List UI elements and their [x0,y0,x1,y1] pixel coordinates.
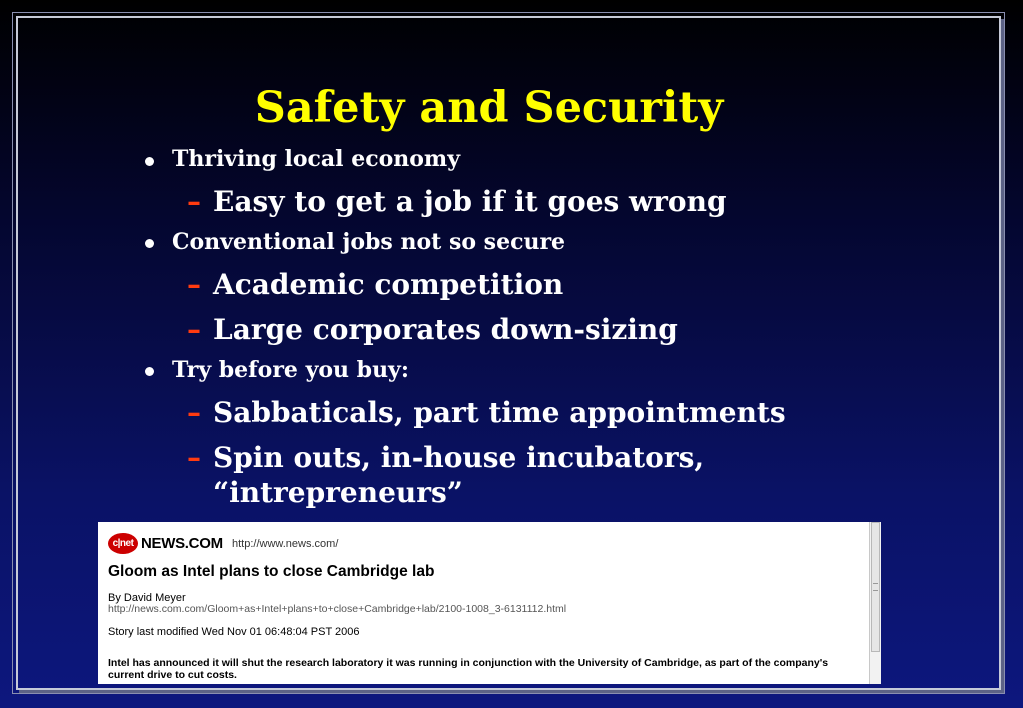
bullet-1: Thriving local economy [172,146,460,172]
site-url[interactable]: http://www.news.com/ [232,538,339,550]
bullet-dot [145,239,154,248]
news-article-screenshot [98,522,881,684]
bullet-2: Conventional jobs not so secure [172,229,566,255]
sub-bullet-3-2: Spin outs, in-house incubators, [213,441,705,474]
article-scrollbar[interactable] [869,522,881,684]
dash-icon: – [187,313,201,346]
article-lede: Intel has announced it will shut the research laboratory it was running in conjunction with the University of Cambridge, as part of the company's current drive to cut costs. [108,657,829,681]
bullet-dot [145,367,154,376]
sub-bullet-3-1: Sabbaticals, part time appointments [213,396,786,429]
article-byline: By David Meyer [108,592,186,604]
sub-bullet-2-2: Large corporates down-sizing [213,313,678,346]
grip-icon [873,583,878,591]
dash-icon: – [187,441,201,474]
slide-title: Safety and Security [254,83,724,133]
news-com-wordmark: NEWS.COM [141,535,223,552]
bullet-dot [145,157,154,166]
sub-bullet-3-2-continued: “intrepreneurs” [213,476,463,509]
dash-icon: – [187,185,201,218]
scrollbar-thumb[interactable] [871,522,880,652]
sub-bullet-2-1: Academic competition [213,268,564,301]
article-headline: Gloom as Intel plans to close Cambridge lab [108,563,435,580]
sub-bullet-1-1: Easy to get a job if it goes wrong [213,185,727,218]
dash-icon: – [187,396,201,429]
bullet-3: Try before you buy: [172,357,409,383]
article-modified-date: Story last modified Wed Nov 01 06:48:04 PST 2006 [108,626,360,638]
article-url[interactable]: http://news.com.com/Gloom+as+Intel+plans+to+close+Cambridge+lab/2100-1008_3-6131112.html [108,603,567,615]
cnet-logo-icon: c|net [108,533,138,554]
dash-icon: – [187,268,201,301]
